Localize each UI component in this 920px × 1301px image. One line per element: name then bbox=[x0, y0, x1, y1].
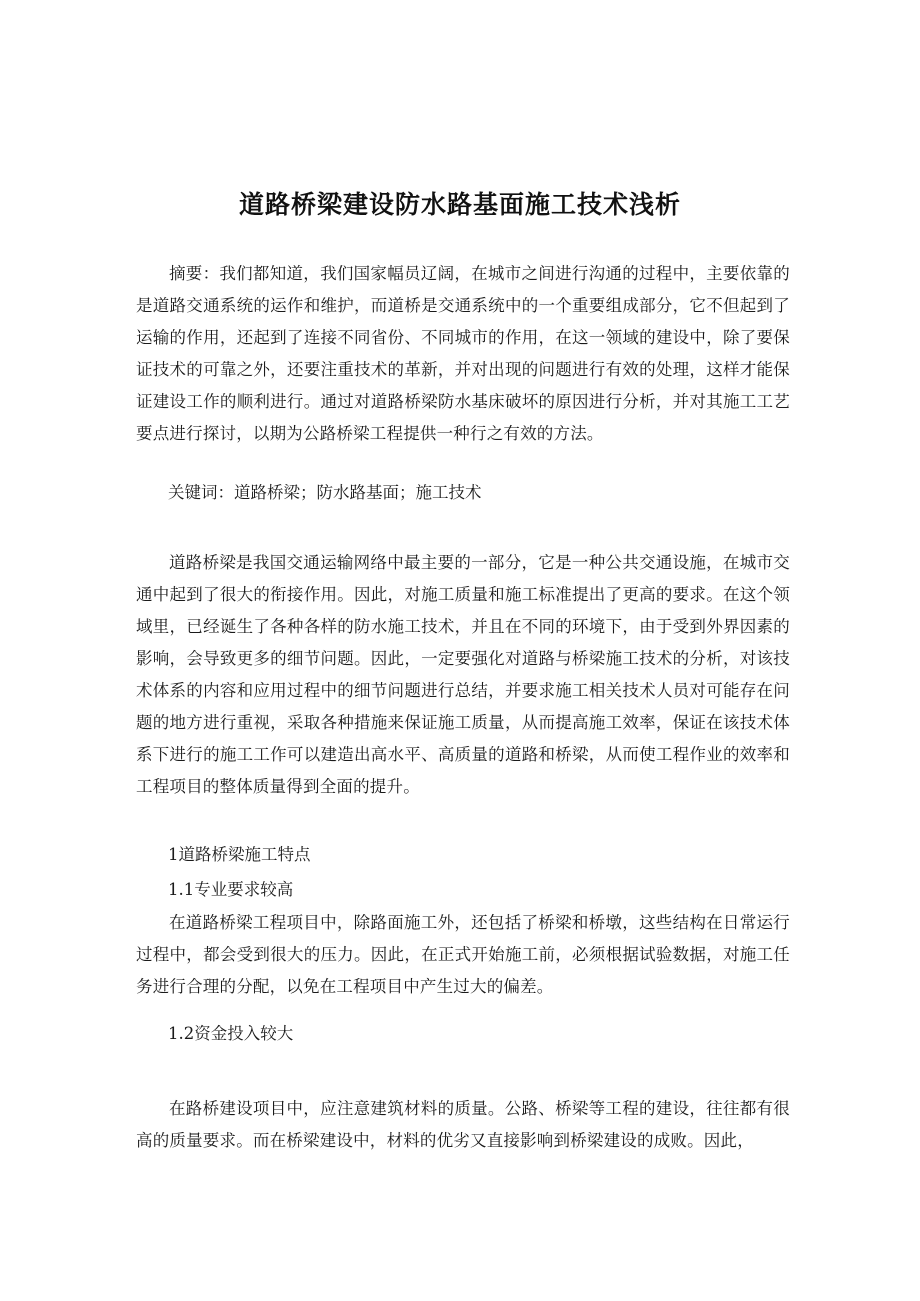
section-1-2-paragraph: 在路桥建设项目中，应注意建筑材料的质量。公路、桥梁等工程的建设，往往都有很高的质量要求。而在桥梁建设中，材料的优劣又直接影响到桥梁建设的成败。因此， bbox=[136, 1099, 790, 1150]
section-1-2-heading: 1.2资金投入较大 bbox=[168, 1024, 294, 1043]
section-1-1-paragraph: 在道路桥梁工程项目中，除路面施工外，还包括了桥梁和桥墩，这些结构在日常运行过程中，都会受到很大的压力。因此，在正式开始施工前，必须根据试验数据，对施工任务进行合理的分配，以免在工程项目中产生过大的偏差。 bbox=[136, 913, 790, 996]
document-title: 道路桥梁建设防水路基面施工技术浅析 bbox=[238, 189, 681, 219]
section-1-1-heading: 1.1专业要求较高 bbox=[168, 880, 294, 899]
abstract-paragraph: 摘要：我们都知道，我们国家幅员辽阔，在城市之间进行沟通的过程中，主要依靠的是道路交通系统的运作和维护，而道桥是交通系统中的一个重要组成部分，它不但起到了运输的作用，还起到了连接不同省份、不同城市的作用，在这一领域的建设中，除了要保证技术的可靠之外，还要注重技术的革新，并对出现的问题进行有效的处理，这样才能保证建设工作的顺利进行。通过对道路桥梁防水基床破坏的原因进行分析，并对其施工工艺要点进行探讨，以期为公路桥梁工程提供一种行之有效的方法。 bbox=[136, 264, 790, 443]
keywords-line: 关键词：道路桥梁；防水路基面；施工技术 bbox=[168, 483, 482, 502]
section-1-heading: 1道路桥梁施工特点 bbox=[168, 845, 311, 864]
intro-paragraph: 道路桥梁是我国交通运输网络中最主要的一部分，它是一种公共交通设施，在城市交通中起到了很大的衔接作用。因此，对施工质量和施工标准提出了更高的要求。在这个领域里，已经诞生了各种各样的防水施工技术，并且在不同的环境下，由于受到外界因素的影响，会导致更多的细节问题。因此，一定要强化对道路与桥梁施工技术的分析，对该技术体系的内容和应用过程中的细节问题进行总结，并要求施工相关技术人员对可能存在问题的地方进行重视，采取各种措施来保证施工质量，从而提高施工效率，保证在该技术体系下进行的施工工作可以建造出高水平、高质量的道路和桥梁，从而使工程作业的效率和工程项目的整体质量得到全面的提升。 bbox=[136, 553, 790, 796]
